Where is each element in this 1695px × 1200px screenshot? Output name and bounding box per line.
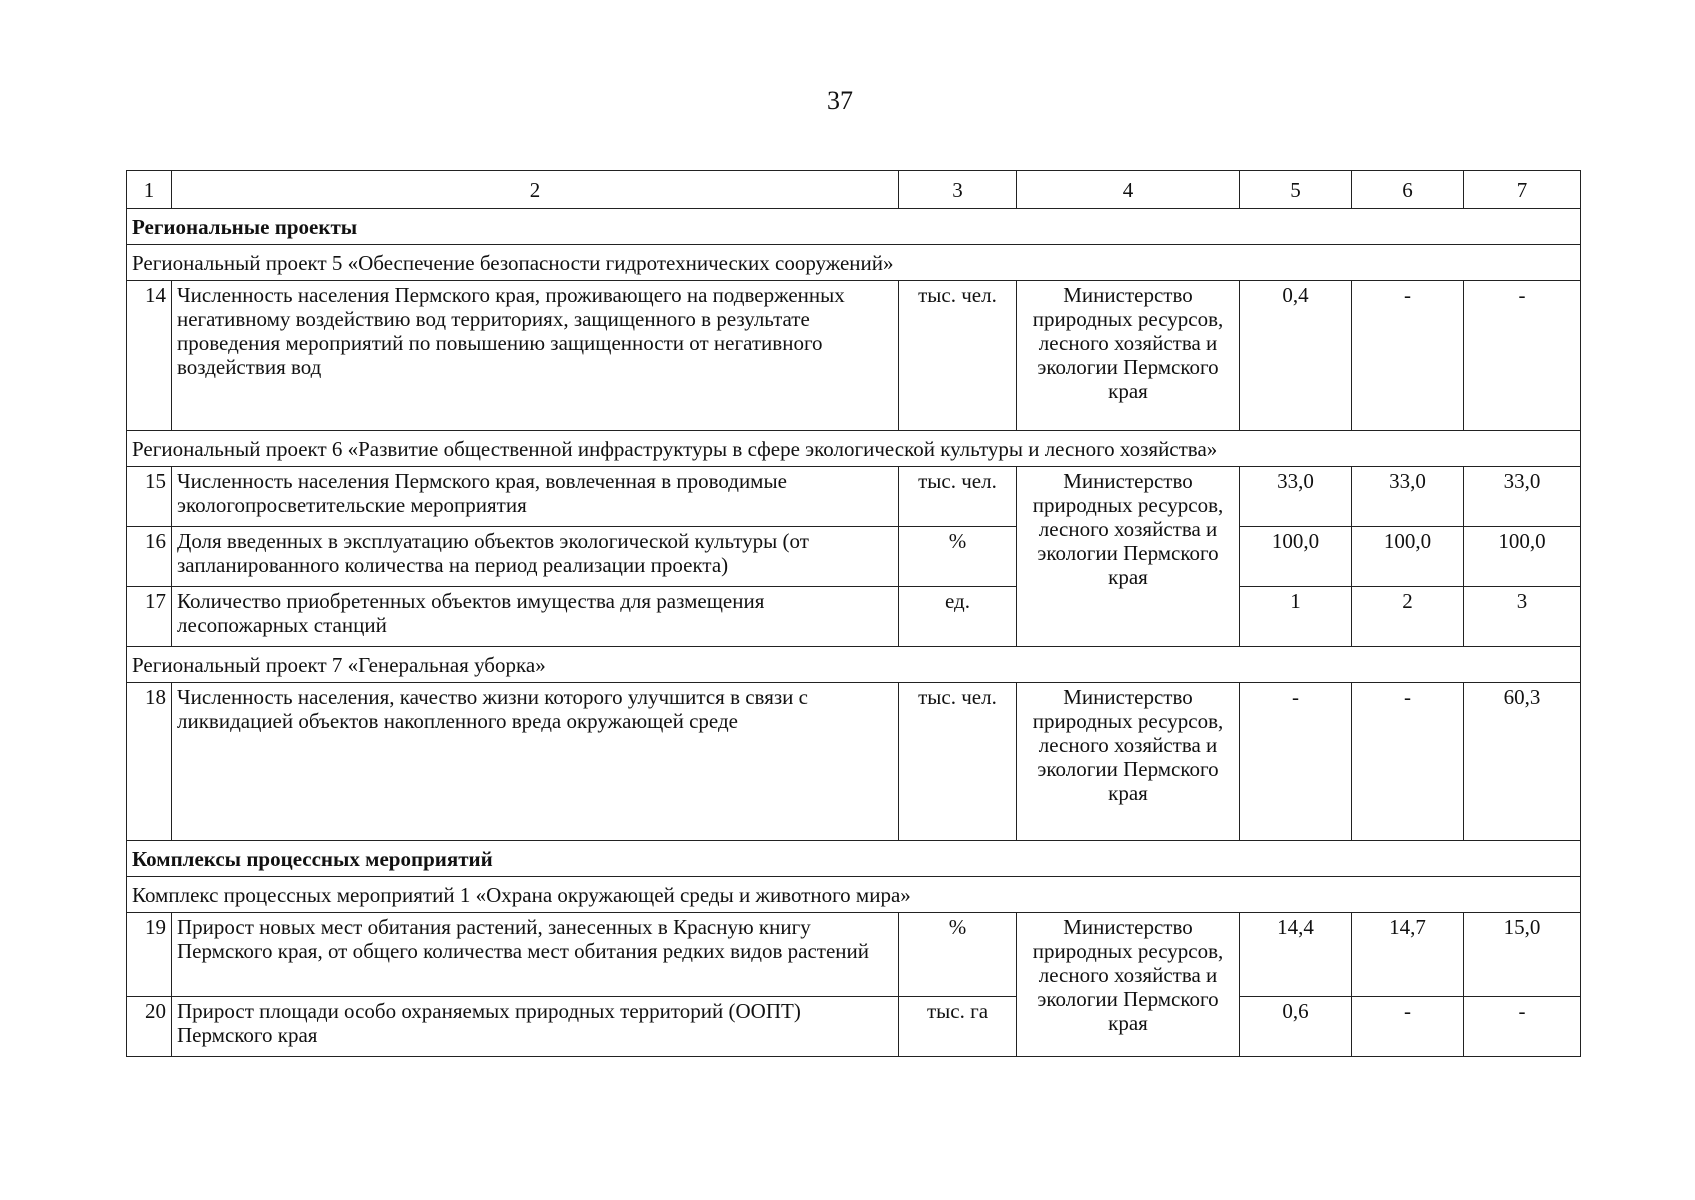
responsible-cell: Министерство природных ресурсов, лесного хозяйства и экологии Пермского края <box>1017 467 1240 647</box>
value-col-7: - <box>1464 281 1581 431</box>
header-col-5: 5 <box>1240 171 1352 209</box>
row-number: 14 <box>127 281 172 431</box>
value-col-7: 3 <box>1464 587 1581 647</box>
responsible-cell: Министерство природных ресурсов, лесного хозяйства и экологии Пермского края <box>1017 913 1240 1057</box>
responsible-cell: Министерство природных ресурсов, лесного хозяйства и экологии Пермского края <box>1017 683 1240 841</box>
value-col-6: - <box>1352 997 1464 1057</box>
unit-cell: тыс. чел. <box>899 683 1017 841</box>
value-col-6: - <box>1352 281 1464 431</box>
section-title: Комплексы процессных мероприятий <box>127 841 1581 877</box>
table-row <box>127 527 1581 587</box>
value-col-6: 33,0 <box>1352 467 1464 527</box>
unit-cell: % <box>899 913 1017 997</box>
value-col-5: 14,4 <box>1240 913 1352 997</box>
project-row <box>127 245 1581 281</box>
row-number: 18 <box>127 683 172 841</box>
table-row <box>127 997 1581 1057</box>
section-row <box>127 841 1581 877</box>
value-col-6: - <box>1352 683 1464 841</box>
row-number: 16 <box>127 527 172 587</box>
indicator-name: Прирост новых мест обитания растений, занесенных в Красную книгу Пермского края, от общего количества мест обитания редких видов растений <box>172 913 899 997</box>
value-col-5: 33,0 <box>1240 467 1352 527</box>
header-col-1: 1 <box>127 171 172 209</box>
value-col-6: 100,0 <box>1352 527 1464 587</box>
indicator-name: Доля введенных в эксплуатацию объектов экологической культуры (от запланированного количества на период реализации проекта) <box>172 527 899 587</box>
value-col-7: 100,0 <box>1464 527 1581 587</box>
value-col-6: 2 <box>1352 587 1464 647</box>
section-title: Региональные проекты <box>127 209 1581 245</box>
row-number: 19 <box>127 913 172 997</box>
indicators-table <box>126 170 1581 1057</box>
indicator-name: Численность населения, качество жизни которого улучшится в связи с ликвидацией объектов накопленного вреда окружающей среде <box>172 683 899 841</box>
value-col-5: 0,6 <box>1240 997 1352 1057</box>
value-col-7: - <box>1464 997 1581 1057</box>
project-row <box>127 431 1581 467</box>
row-number: 20 <box>127 997 172 1057</box>
indicator-name: Прирост площади особо охраняемых природных территорий (ООПТ) Пермского края <box>172 997 899 1057</box>
unit-cell: тыс. чел. <box>899 467 1017 527</box>
page-number: 37 <box>827 86 853 115</box>
unit-cell: % <box>899 527 1017 587</box>
project-title: Комплекс процессных мероприятий 1 «Охрана окружающей среды и животного мира» <box>127 877 1581 913</box>
value-col-6: 14,7 <box>1352 913 1464 997</box>
project-title: Региональный проект 5 «Обеспечение безопасности гидротехнических сооружений» <box>127 245 1581 281</box>
unit-cell: тыс. га <box>899 997 1017 1057</box>
project-row <box>127 647 1581 683</box>
project-title: Региональный проект 6 «Развитие общественной инфраструктуры в сфере экологической культуры и лесного хозяйства» <box>127 431 1581 467</box>
indicator-name: Численность населения Пермского края, вовлеченная в проводимые экологопросветительские мероприятия <box>172 467 899 527</box>
header-col-4: 4 <box>1017 171 1240 209</box>
table-row <box>127 683 1581 841</box>
project-row <box>127 877 1581 913</box>
value-col-7: 60,3 <box>1464 683 1581 841</box>
project-title: Региональный проект 7 «Генеральная уборка» <box>127 647 1581 683</box>
header-col-2: 2 <box>172 171 899 209</box>
value-col-5: - <box>1240 683 1352 841</box>
indicator-name: Численность населения Пермского края, проживающего на подверженных негативному воздействию вод территориях, защищенного в результате проведения мероприятий по повышению защищенности от негативного воздействия вод <box>172 281 899 431</box>
responsible-cell: Министерство природных ресурсов, лесного хозяйства и экологии Пермского края <box>1017 281 1240 431</box>
table-row <box>127 587 1581 647</box>
value-col-7: 15,0 <box>1464 913 1581 997</box>
header-col-6: 6 <box>1352 171 1464 209</box>
table-row <box>127 281 1581 431</box>
value-col-5: 100,0 <box>1240 527 1352 587</box>
value-col-7: 33,0 <box>1464 467 1581 527</box>
value-col-5: 1 <box>1240 587 1352 647</box>
unit-cell: ед. <box>899 587 1017 647</box>
indicator-name: Количество приобретенных объектов имущества для размещения лесопожарных станций <box>172 587 899 647</box>
value-col-5: 0,4 <box>1240 281 1352 431</box>
header-row <box>127 171 1581 209</box>
table-row <box>127 913 1581 997</box>
row-number: 17 <box>127 587 172 647</box>
section-row <box>127 209 1581 245</box>
table-row <box>127 467 1581 527</box>
header-col-7: 7 <box>1464 171 1581 209</box>
header-col-3: 3 <box>899 171 1017 209</box>
unit-cell: тыс. чел. <box>899 281 1017 431</box>
row-number: 15 <box>127 467 172 527</box>
